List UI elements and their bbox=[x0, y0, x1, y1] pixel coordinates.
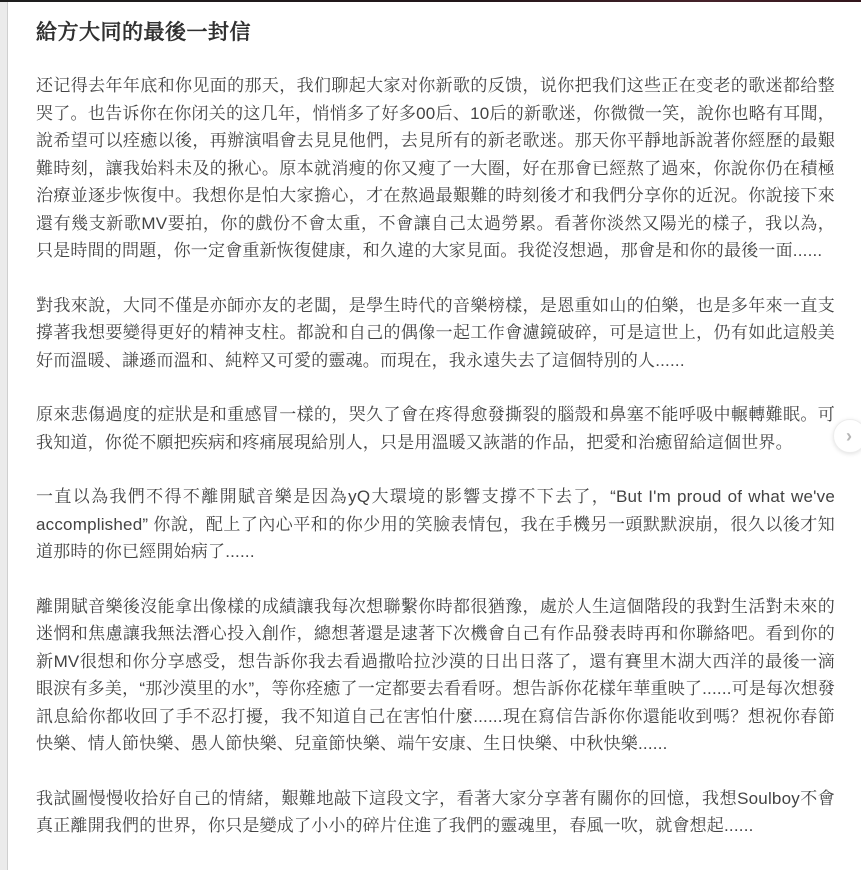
letter-paragraph-6: 我試圖慢慢收拾好自己的情緒，艱難地敲下這段文字，看著大家分享著有關你的回憶，我想Soulboy不會真正離開我們的世界，你只是變成了小小的碎片住進了我們的靈魂里，春風一吹，就會想起...... bbox=[36, 788, 835, 835]
letter-paragraph-2: 對我來說，大同不僅是亦師亦友的老闆，是學生時代的音樂榜樣，是恩重如山的伯樂，也是多年來一直支撐著我想要變得更好的精神支柱。都說和自己的偶像一起工作會濾鏡破碎，可是這世上，仍有如此這般美好而溫暖、謙遜而溫和、純粹又可愛的靈魂。而現在，我永遠失去了這個特別的人...... bbox=[36, 295, 835, 370]
letter-paragraph-3: 原來悲傷過度的症狀是和重感冒一樣的，哭久了會在疼得愈發撕裂的腦殼和鼻塞不能呼吸中輾轉難眠。可我知道，你從不願把疾病和疼痛展現給別人，只是用溫暖又詼諧的作品，把愛和治癒留給這個世界。 bbox=[36, 405, 835, 452]
letter-content bbox=[9, 2, 861, 870]
previous-page-edge bbox=[0, 2, 8, 870]
page-title: 給方大同的最後一封信 bbox=[36, 21, 251, 44]
letter-paragraph-5: 離開賦音樂後沒能拿出像樣的成績讓我每次想聯繫你時都很猶豫，處於人生這個階段的我對生活對未來的迷惘和焦慮讓我無法潛心投入創作，總想著還是逮著下次機會自己有作品發表時再和你聯絡吧。看到你的新MV很想和你分享感受，想告訴你我去看過撒哈拉沙漠的日出日落了，還有賽里木湖大西洋的最後一滴眼淚有多美，“那沙漠里的水”，等你痊癒了一定都要去看看呀。想告訴你花樣年華重映了......可是每次想發訊息給你都收回了手不忍打擾，我不知道自己在害怕什麼......現在寫信告訴你你還能收到嗎？想祝你春節快樂、情人節快樂、愚人節快樂、兒童節快樂、端午安康、生日快樂、中秋快樂...... bbox=[36, 596, 835, 753]
chevron-right-icon: › bbox=[846, 426, 852, 446]
letter-paragraph-4: 一直以為我們不得不離開賦音樂是因為yQ大環境的影響支撐不下去了，“But I'm proud of what we've accomplished” 你說，配上了內心平和的你少用的笑臉表情包，我在手機另一頭默默淚崩，很久以後才知道那時的你已經開始病了...... bbox=[36, 487, 835, 561]
letter-paragraph-1: 还记得去年年底和你见面的那天，我们聊起大家对你新歌的反馈，说你把我们这些正在变老的歌迷都给整哭了。也告诉你在你闭关的这几年，悄悄多了好多00后、10后的新歌迷，你微微一笑，說你也略有耳聞，說希望可以痊癒以後，再辦演唱會去見見他們，去見所有的新老歌迷。那天你平靜地訴說著你經歷的最艱難時刻，讓我始料未及的揪心。原本就消瘦的你又瘦了一大圈，好在那會已經熬了過來，你說你仍在積極治療並逐步恢復中。我想你是怕大家擔心，才在熬過最艱難的時刻後才和我們分享你的近況。你說接下來還有幾支新歌MV要拍，你的戲份不會太重，不會讓自己太過勞累。看著你淡然又陽光的樣子，我以為，只是時間的問題，你一定會重新恢復健康，和久違的大家見面。我從沒想過，那會是和你的最後一面...... bbox=[36, 76, 835, 260]
carousel-next-button[interactable] bbox=[833, 419, 861, 453]
